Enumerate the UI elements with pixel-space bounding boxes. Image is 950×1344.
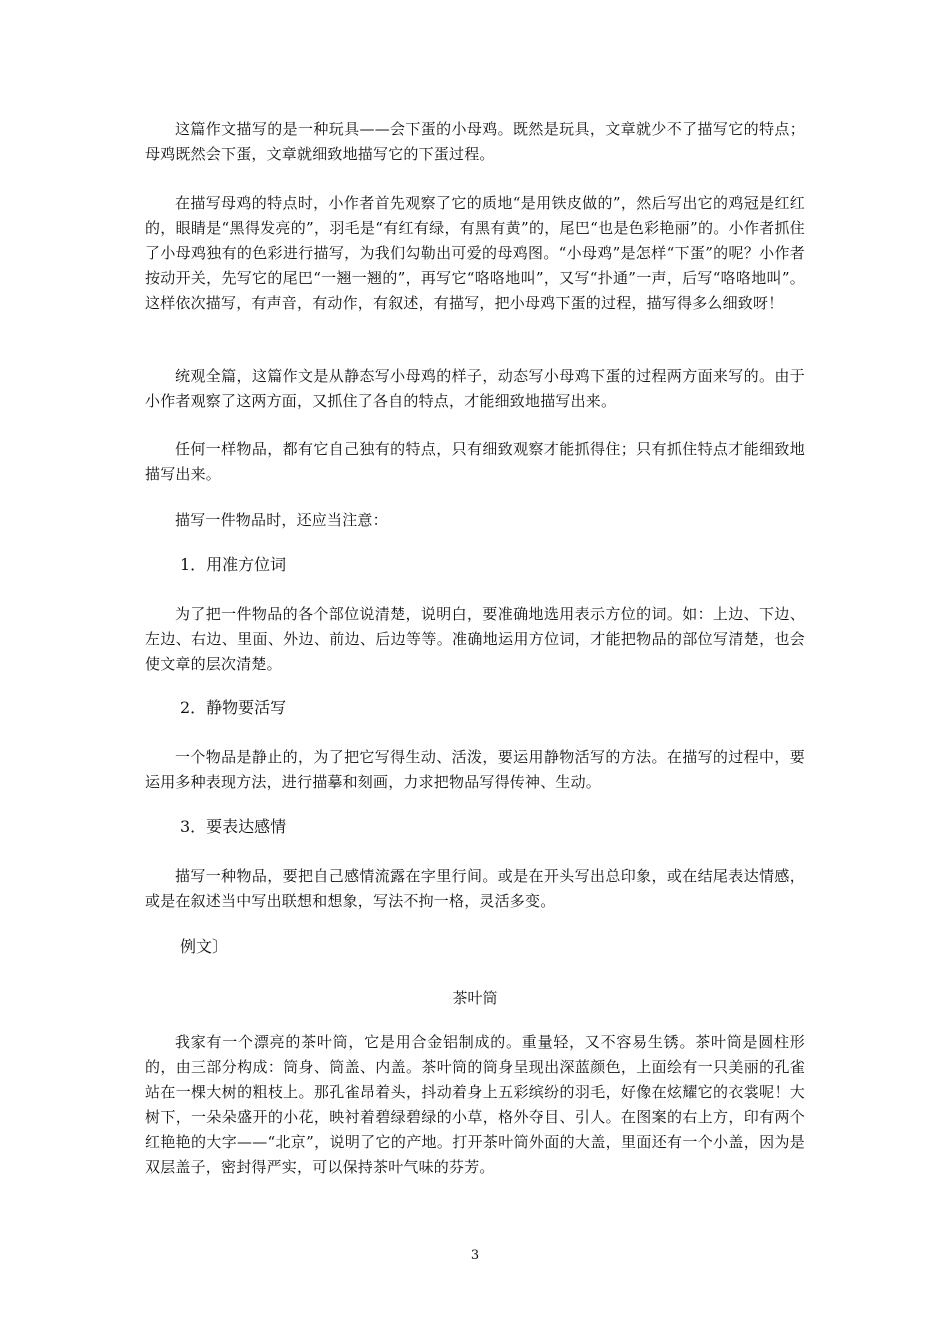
paragraph-emotion: 描写一种物品，要把自己感情流露在字里行间。或是在开头写出总印象，或在结尾表达情感，或是在叙述当中写出联想和想象，写法不拘一格，灵活多变。	[145, 867, 805, 910]
heading-3: 3．要表达感情	[180, 817, 287, 836]
paragraph-lively-writing: 一个物品是静止的，为了把它写得生动、活泼，要运用静物活写的方法。在描写的过程中，要运用多种表现方法，进行描摹和刻画，力求把物品写得传神、生动。	[145, 748, 805, 791]
paragraph-overview: 统观全篇，这篇作文是从静态写小母鸡的样子，动态写小母鸡下蛋的过程两方面来写的。由于小作者观察了这两方面，又抓住了各自的特点，才能细致地描写出来。	[145, 367, 805, 410]
paragraph-tea-canister: 我家有一个漂亮的茶叶筒，它是用合金铝制成的。重量轻，又不容易生锈。茶叶筒是圆柱形的，由三部分构成：筒身、筒盖、内盖。茶叶筒的筒身呈现出深蓝颜色，上面绘有一只美丽的孔雀站在一棵大树的粗枝上。那孔雀昂着头，抖动着身上五彩缤纷的羽毛，好像在炫耀它的衣裳呢！大树下，一朵朵盛开的小花，映衬着碧绿碧绿的小草，格外夺目、引人。在图案的右上方，印有两个红艳艳的大字——“北京”，说明了它的产地。打开茶叶筒外面的大盖，里面还有一个小盖，因为是双层盖子，密封得严实，可以保持茶叶气味的芬芳。	[145, 1033, 805, 1176]
heading-2: 2．静物要活写	[180, 698, 287, 717]
heading-1: 1．用准方位词	[180, 555, 287, 574]
example-label: 例文〕	[180, 937, 229, 956]
page-number: 3	[470, 1248, 480, 1263]
paragraph-notes-intro: 描写一件物品时，还应当注意：	[175, 511, 388, 529]
paragraph-hen-features: 在描写母鸡的特点时，小作者首先观察了它的质地“是用铁皮做的”，然后写出它的鸡冠是红红的，眼睛是“黑得发亮的”，羽毛是“有红有绿，有黑有黄”的，尾巴“也是色彩艳丽”的。小作者抓住了小母鸡独有的色彩进行描写，为我们勾勒出可爱的母鸡图。“小母鸡”是怎样“下蛋”的呢？小作者按动开关，先写它的尾巴“一翘一翘的”，再写它“咯咯地叫”，又写“扑通”一声，后写“咯咯地叫”。这样依次描写，有声音，有动作，有叙述，有描写，把小母鸡下蛋的过程，描写得多么细致呀！	[145, 194, 805, 312]
paragraph-observation: 任何一样物品，都有它自己独有的特点，只有细致观察才能抓得住；只有抓住特点才能细致地描写出来。	[145, 440, 805, 483]
essay-title: 茶叶筒	[452, 989, 498, 1007]
paragraph-direction-words: 为了把一件物品的各个部位说清楚，说明白，要准确地选用表示方位的词。如：上边、下边、左边、右边、里面、外边、前边、后边等等。准确地运用方位词，才能把物品的部位写清楚，也会使文章的层次清楚。	[145, 605, 805, 673]
paragraph-summary: 这篇作文描写的是一种玩具——会下蛋的小母鸡。既然是玩具，文章就少不了描写它的特点；母鸡既然会下蛋，文章就细致地描写它的下蛋过程。	[145, 120, 805, 163]
